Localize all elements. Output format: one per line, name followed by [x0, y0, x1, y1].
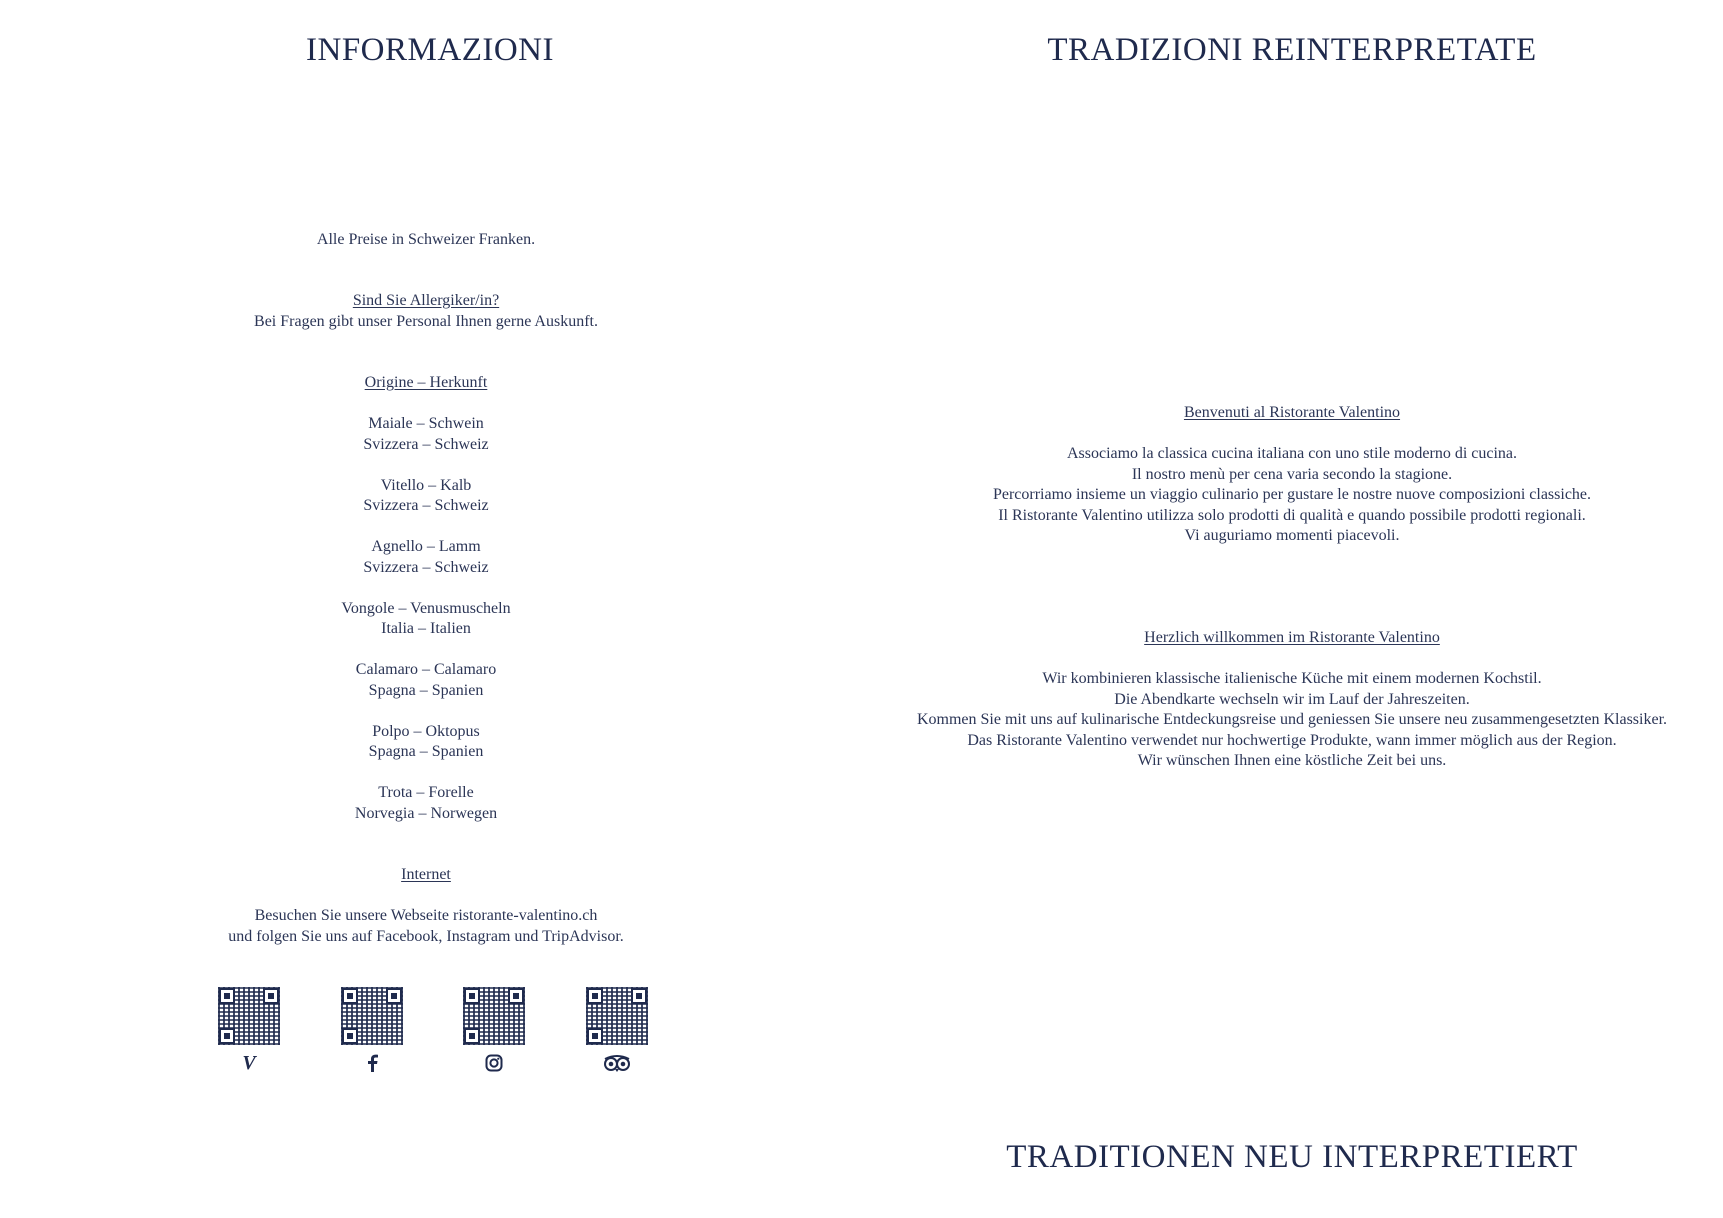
origin-product: Vongole – Venusmuscheln	[341, 599, 511, 617]
origin-country: Svizzera – Schweiz	[363, 558, 489, 576]
german-line: Die Abendkarte wechseln wir im Lauf der Jahreszeiten.	[1114, 690, 1470, 708]
origin-country: Svizzera – Schweiz	[363, 497, 489, 514]
origin-product: Vitello – Kalb	[380, 476, 472, 494]
internet-heading: Internet	[401, 866, 451, 883]
origin-product: Calamaro – Calamaro	[355, 661, 497, 678]
origin-item	[0, 476, 852, 517]
prices-note-text: Alle Preise in Schweizer Franken.	[316, 231, 536, 248]
italian-welcome-heading: Benvenuti al Ristorante Valentino	[1183, 404, 1401, 421]
origin-item	[0, 783, 852, 824]
page-title-traditionen: TRADITIONEN NEU INTERPRETIERT	[1006, 1139, 1578, 1175]
origin-item	[0, 660, 852, 701]
origin-list	[0, 414, 852, 824]
origin-country: Italia – Italien	[381, 620, 471, 637]
italian-line: Percorriamo insieme un viaggio culinario per gustare le nostre nuove composizioni classiche.	[992, 486, 1592, 503]
internet-section	[0, 865, 860, 947]
origin-item	[0, 537, 852, 578]
italian-welcome-section	[861, 403, 1723, 547]
origin-item	[0, 414, 852, 455]
qr-code[interactable]	[463, 987, 525, 1045]
qr-instagram[interactable]	[463, 987, 525, 1073]
italian-line: Vi auguriamo momenti piacevoli.	[1184, 527, 1400, 544]
qr-code[interactable]	[341, 987, 403, 1045]
origin-item	[0, 722, 852, 763]
origin-section	[0, 373, 860, 824]
german-line: Wir kombinieren klassische italienische Küche mit einem modernen Kochstil.	[1042, 670, 1542, 687]
left-page	[0, 0, 860, 1218]
origin-product: Agnello – Lamm	[371, 538, 481, 555]
italian-line: Associamo la classica cucina italiana con uno stile moderno di cucina.	[1066, 445, 1518, 462]
facebook-icon	[366, 1053, 378, 1073]
origin-product: Polpo – Oktopus	[372, 722, 480, 740]
origin-product: Maiale – Schwein	[368, 415, 484, 432]
qr-code[interactable]	[586, 987, 648, 1045]
page-title-informazioni: INFORMAZIONI	[306, 32, 554, 68]
origin-product: Trota – Forelle	[378, 784, 474, 801]
german-welcome-section	[861, 628, 1723, 772]
right-page	[861, 0, 1723, 1218]
german-welcome-heading: Herzlich willkommen im Ristorante Valentino	[1144, 629, 1440, 646]
prices-note	[0, 230, 860, 251]
qr-facebook[interactable]	[341, 987, 403, 1073]
origin-heading: Origine – Herkunft	[364, 374, 488, 391]
italian-line: Il Ristorante Valentino utilizza solo prodotti di qualità e quando possibile prodotti regionali.	[998, 506, 1586, 524]
allergy-text: Bei Fragen gibt unser Personal Ihnen gerne Auskunft.	[254, 312, 598, 330]
german-line: Kommen Sie mit uns auf kulinarische Entdeckungsreise und geniessen Sie unsere neu zusammengesetzten Klassiker.	[916, 711, 1668, 728]
german-line: Das Ristorante Valentino verwendet nur hochwertige Produkte, wann immer möglich aus der Region.	[967, 731, 1617, 749]
internet-line-social: und folgen Sie uns auf Facebook, Instagram und TripAdvisor.	[228, 927, 624, 945]
italian-line: Il nostro menù per cena varia secondo la stagione.	[1131, 465, 1453, 483]
page-title-tradizioni: TRADIZIONI REINTERPRETATE	[1047, 32, 1537, 68]
origin-country: Spagna – Spanien	[368, 681, 484, 699]
origin-country: Norvegia – Norwegen	[354, 804, 498, 822]
allergy-heading: Sind Sie Allergiker/in?	[352, 292, 500, 309]
origin-country: Spagna – Spanien	[368, 743, 484, 760]
tripadvisor-icon	[602, 1053, 632, 1073]
allergy-section	[0, 291, 860, 332]
german-line: Wir wünschen Ihnen eine köstliche Zeit bei uns.	[1137, 752, 1447, 769]
internet-line-website: Besuchen Sie unsere Webseite ristorante-valentino.ch	[254, 907, 598, 924]
qr-code-row	[218, 987, 648, 1073]
instagram-icon	[485, 1053, 503, 1073]
origin-item	[0, 599, 852, 640]
qr-tripadvisor[interactable]	[586, 987, 648, 1073]
origin-country: Svizzera – Schweiz	[363, 435, 489, 453]
valentino-v-icon: V	[242, 1052, 256, 1074]
qr-website[interactable]	[218, 987, 280, 1073]
qr-code[interactable]	[218, 987, 280, 1045]
